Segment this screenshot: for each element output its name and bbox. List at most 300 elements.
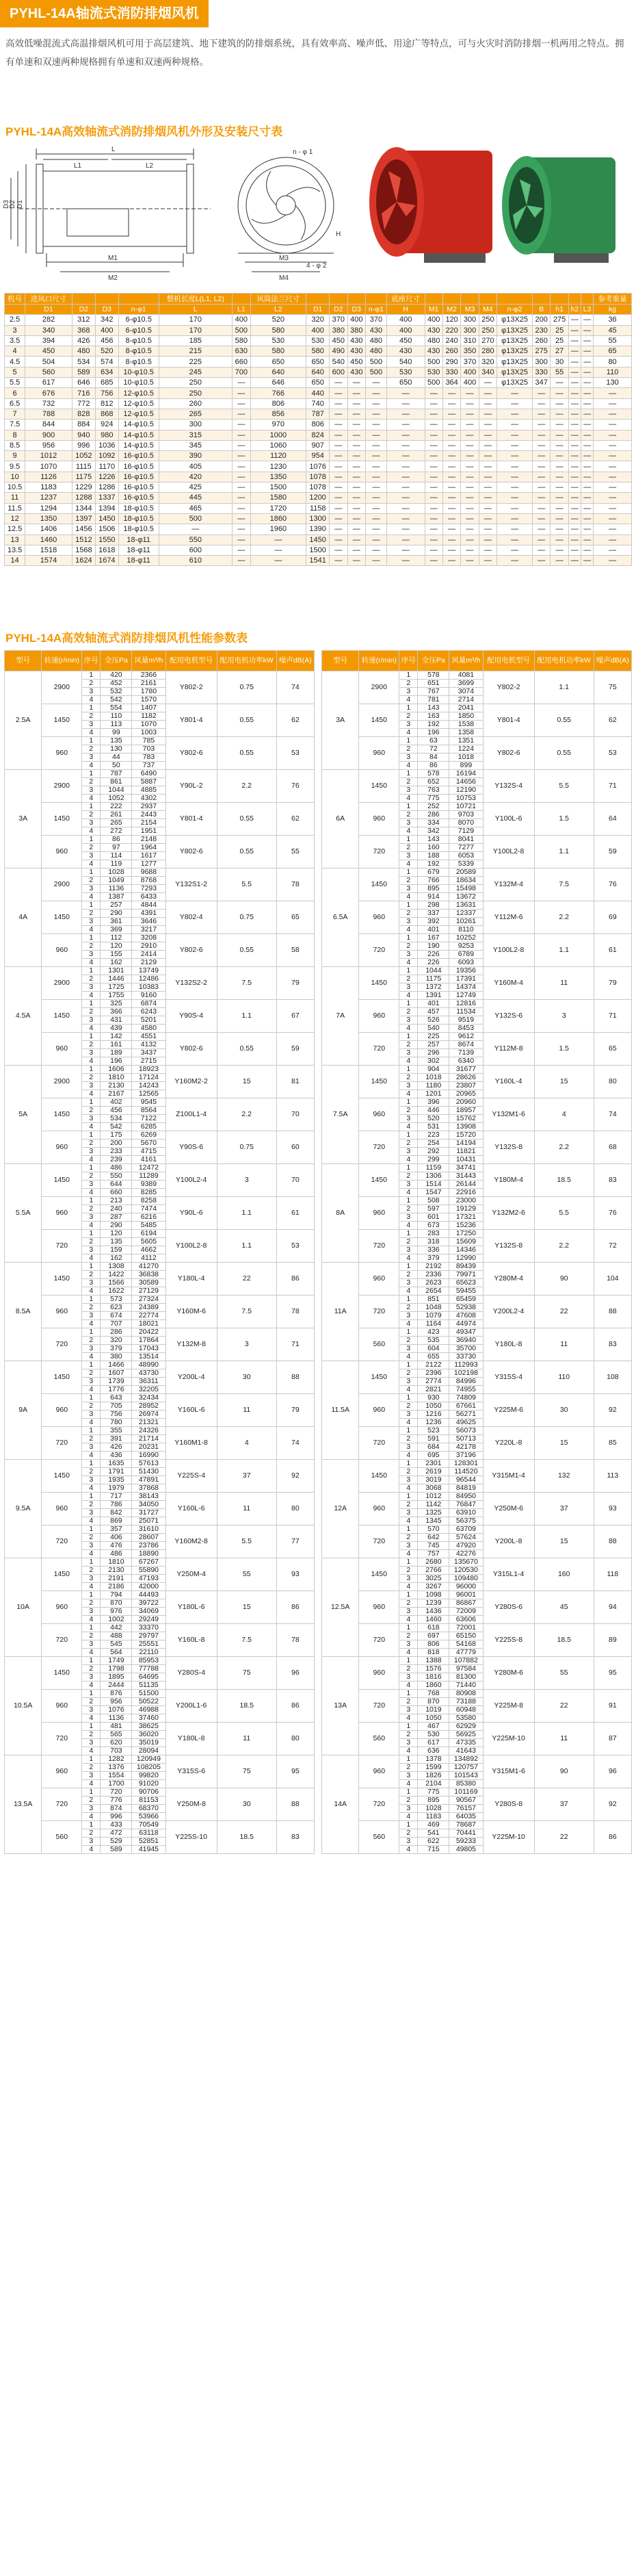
dim-cell: 320	[479, 357, 496, 367]
perf-no-cell: 2	[82, 680, 101, 688]
dim-cell: 1550	[95, 534, 118, 545]
perf-pressure-cell: 1388	[418, 1657, 449, 1665]
dim-cell: 300	[461, 315, 479, 325]
perf-no-cell: 1	[399, 1755, 418, 1764]
perf-pressure-cell: 1776	[101, 1386, 132, 1394]
perf-motor-cell: Y132M1-6	[483, 1098, 534, 1131]
perf-kw-cell: 45	[534, 1591, 594, 1624]
perf-pressure-cell: 715	[418, 1846, 449, 1854]
dim-cell: 772	[72, 398, 95, 409]
perf-volume-cell: 57613	[132, 1460, 165, 1468]
perf-no-cell: 3	[82, 1805, 101, 1813]
perf-kw-cell: 0.55	[217, 934, 276, 967]
perf-no-cell: 3	[399, 1115, 418, 1123]
perf-pressure-cell: 406	[101, 1534, 132, 1542]
perf-volume-cell: 8110	[449, 926, 483, 934]
dim-cell: 220	[442, 325, 460, 335]
perf-volume-cell: 6340	[449, 1057, 483, 1066]
perf-no-cell: 4	[82, 1484, 101, 1493]
dim-cell: 430	[425, 325, 442, 335]
dim-cell: —	[425, 524, 442, 534]
perf-pressure-cell: 379	[418, 1254, 449, 1263]
perf-pressure-cell: 192	[418, 860, 449, 868]
section-dimensions-title: PYHL-14A高效轴流式消防排烟风机外形及安装尺寸表	[5, 125, 283, 138]
perf-no-cell: 1	[82, 737, 101, 745]
dim-header-cell	[581, 294, 593, 305]
perf-motor-cell: Y225M-8	[483, 1690, 534, 1723]
dim-cell: —	[233, 534, 250, 545]
dim-cell: 868	[95, 409, 118, 419]
dim-cell: —	[568, 430, 581, 440]
dim-cell: 1512	[72, 534, 95, 545]
dim-header-cell: H	[386, 305, 425, 315]
perf-no-cell: 1	[82, 1164, 101, 1172]
perf-no-cell: 2	[82, 1632, 101, 1640]
dim-cell: 25	[551, 335, 568, 346]
perf-pressure-cell: 1810	[101, 1558, 132, 1567]
dim-cell: 740	[306, 398, 330, 409]
perf-motor-cell: Y180L-8	[483, 1328, 534, 1361]
perf-volume-cell: 33370	[132, 1624, 165, 1632]
perf-no-cell: 1	[82, 1394, 101, 1402]
perf-no-cell: 2	[82, 1599, 101, 1608]
perf-pressure-cell: 357	[101, 1525, 132, 1534]
perf-no-cell: 3	[82, 1049, 101, 1057]
perf-motor-cell: Y225S-8	[483, 1624, 534, 1657]
perf-no-cell: 1	[399, 1493, 418, 1501]
label-l1: L1	[74, 162, 82, 170]
perf-model-cell: 8A	[322, 1164, 359, 1263]
dim-cell: —	[479, 545, 496, 555]
perf-pressure-cell: 189	[101, 1049, 132, 1057]
dim-cell: —	[461, 534, 479, 545]
perf-no-cell: 4	[399, 1452, 418, 1460]
perf-noise-cell: 72	[594, 1230, 631, 1263]
perf-volume-cell: 18923	[132, 1066, 165, 1074]
dim-header-cell: 机号	[5, 294, 25, 305]
perf-pressure-cell: 1028	[418, 1805, 449, 1813]
perf-pressure-cell: 135	[101, 1238, 132, 1246]
perf-pressure-cell: 292	[418, 1148, 449, 1156]
dim-cell: —	[497, 440, 533, 450]
dim-header-cell	[118, 294, 159, 305]
perf-noise-cell: 92	[594, 1788, 631, 1821]
perf-pressure-cell: 290	[101, 910, 132, 918]
perf-noise-cell: 62	[276, 704, 314, 737]
perf-row	[5, 1361, 315, 1369]
dim-cell: —	[581, 357, 593, 367]
perf-volume-cell: 737	[132, 762, 165, 770]
dim-cell: —	[347, 430, 365, 440]
perf-volume-cell: 2937	[132, 803, 165, 811]
perf-no-cell: 4	[82, 926, 101, 934]
perf-no-cell: 3	[82, 1476, 101, 1484]
perf-pressure-cell: 188	[418, 852, 449, 860]
perf-volume-cell: 24326	[132, 1427, 165, 1435]
perf-pressure-cell: 1791	[101, 1468, 132, 1476]
perf-rpm-cell: 960	[42, 934, 82, 967]
dim-table-row	[5, 325, 632, 335]
perf-pressure-cell: 870	[418, 1698, 449, 1706]
perf-kw-cell: 4	[534, 1098, 594, 1131]
perf-kw-cell: 11	[534, 1723, 594, 1755]
perf-no-cell: 3	[82, 1148, 101, 1156]
perf-pressure-cell: 526	[418, 1016, 449, 1025]
perf-noise-cell: 61	[276, 1197, 314, 1230]
perf-noise-cell: 78	[276, 1296, 314, 1328]
dim-cell: —	[497, 556, 533, 566]
perf-no-cell: 3	[399, 852, 418, 860]
dim-cell: 14-φ10.5	[118, 430, 159, 440]
perf-volume-cell: 14243	[132, 1082, 165, 1090]
perf-pressure-cell: 2192	[418, 1263, 449, 1271]
dim-table-row	[5, 346, 632, 357]
perf-row	[5, 1591, 315, 1599]
dim-cell: 640	[306, 367, 330, 377]
dim-cell: 550	[159, 534, 233, 545]
perf-volume-cell: 52938	[449, 1304, 483, 1312]
dim-cell: —	[533, 545, 551, 555]
perf-no-cell: 3	[399, 1640, 418, 1649]
perf-motor-cell: Y225S-10	[165, 1821, 217, 1854]
perf-no-cell: 1	[82, 836, 101, 844]
perf-pressure-cell: 257	[418, 1041, 449, 1049]
perf-no-cell: 4	[399, 1320, 418, 1328]
perf-pressure-cell: 2654	[418, 1287, 449, 1296]
dim-cell: φ13X25	[497, 346, 533, 357]
dim-cell: —	[533, 451, 551, 461]
perf-volume-cell: 15236	[449, 1222, 483, 1230]
dim-cell: 1394	[95, 503, 118, 513]
dim-table-row	[5, 451, 632, 461]
dim-cell: —	[533, 420, 551, 430]
dim-cell: 456	[95, 335, 118, 346]
perf-kw-cell: 7.5	[534, 868, 594, 901]
dim-header-cell: 进风口尺寸	[25, 294, 72, 305]
perf-pressure-cell: 355	[101, 1427, 132, 1435]
perf-pressure-cell: 703	[101, 1747, 132, 1755]
perf-volume-cell: 12565	[132, 1090, 165, 1098]
perf-volume-cell: 24389	[132, 1304, 165, 1312]
perf-no-cell: 4	[82, 1846, 101, 1854]
dim-cell: —	[365, 451, 386, 461]
perf-pressure-cell: 423	[418, 1328, 449, 1337]
perf-pressure-cell: 874	[101, 1805, 132, 1813]
perf-motor-cell: Y802-6	[165, 1033, 217, 1066]
perf-volume-cell: 47335	[449, 1739, 483, 1747]
dim-cell: —	[581, 325, 593, 335]
dim-cell: —	[533, 482, 551, 493]
perf-volume-cell: 102198	[449, 1369, 483, 1378]
perf-noise-cell: 79	[276, 1394, 314, 1427]
perf-row	[322, 1197, 632, 1205]
perf-volume-cell: 76157	[449, 1805, 483, 1813]
perf-kw-cell: 37	[217, 1460, 276, 1493]
dim-cell: 405	[159, 461, 233, 472]
perf-kw-cell: 55	[534, 1657, 594, 1690]
perf-no-cell: 4	[399, 959, 418, 967]
dim-cell: —	[250, 545, 306, 555]
dim-cell: 1350	[250, 472, 306, 482]
perf-noise-cell: 80	[594, 1066, 631, 1098]
perf-motor-cell: Y100L2-8	[483, 836, 534, 868]
perf-no-cell: 3	[82, 852, 101, 860]
perf-pressure-cell: 535	[418, 1337, 449, 1345]
perf-row	[322, 1230, 632, 1238]
perf-no-cell: 3	[82, 1608, 101, 1616]
perf-noise-cell: 58	[276, 934, 314, 967]
dim-cell: —	[347, 513, 365, 524]
perf-no-cell: 1	[82, 1591, 101, 1599]
dim-cell: 425	[159, 482, 233, 493]
perf-row	[322, 671, 632, 680]
dim-cell: —	[365, 556, 386, 566]
perf-no-cell: 3	[82, 983, 101, 992]
perf-pressure-cell: 623	[101, 1304, 132, 1312]
perf-no-cell: 4	[399, 1583, 418, 1591]
perf-pressure-cell: 794	[101, 1591, 132, 1599]
dim-cell: 230	[533, 325, 551, 335]
perf-pressure-cell: 486	[101, 1164, 132, 1172]
dim-cell: 1568	[72, 545, 95, 555]
perf-pressure-cell: 842	[101, 1509, 132, 1517]
dim-cell: 368	[72, 325, 95, 335]
perf-row	[322, 1131, 632, 1139]
dim-cell: 12-φ10.5	[118, 398, 159, 409]
perf-header-cell: 全压Pa	[101, 651, 132, 671]
perf-no-cell: 4	[82, 860, 101, 868]
dim-cell: 589	[72, 367, 95, 377]
dim-cell: —	[533, 556, 551, 566]
perf-noise-cell: 92	[276, 1460, 314, 1493]
perf-pressure-cell: 1599	[418, 1764, 449, 1772]
perf-no-cell: 3	[399, 885, 418, 893]
dim-header-cell	[347, 294, 365, 305]
perf-volume-cell: 4302	[132, 795, 165, 803]
perf-volume-cell: 6874	[132, 1000, 165, 1008]
perf-volume-cell: 13672	[449, 893, 483, 901]
perf-header-cell: 型号	[5, 651, 42, 671]
dim-cell: —	[568, 398, 581, 409]
perf-rpm-cell: 720	[359, 1624, 399, 1657]
perf-motor-cell: Y200L1-6	[165, 1690, 217, 1723]
dim-cell: —	[461, 461, 479, 472]
perf-no-cell: 3	[399, 1608, 418, 1616]
dim-cell: 1288	[72, 493, 95, 503]
perf-volume-cell: 47608	[449, 1312, 483, 1320]
perf-volume-cell: 29249	[132, 1616, 165, 1624]
perf-pressure-cell: 542	[101, 696, 132, 704]
perf-no-cell: 2	[82, 1468, 101, 1476]
dim-cell: 1344	[72, 503, 95, 513]
dim-cell: 1286	[95, 482, 118, 493]
perf-no-cell: 2	[82, 1337, 101, 1345]
dim-table-row	[5, 388, 632, 398]
perf-rpm-cell: 2900	[42, 868, 82, 901]
dim-table-row	[5, 461, 632, 472]
perf-volume-cell: 49625	[449, 1419, 483, 1427]
perf-kw-cell: 1.1	[217, 1197, 276, 1230]
perf-volume-cell: 77788	[132, 1665, 165, 1673]
dim-cell: 1226	[95, 472, 118, 482]
perf-volume-cell: 42178	[449, 1443, 483, 1452]
dim-cell: 646	[72, 378, 95, 388]
dim-cell: —	[365, 398, 386, 409]
perf-volume-cell: 5605	[132, 1238, 165, 1246]
perf-pressure-cell: 3019	[418, 1476, 449, 1484]
dim-cell: 1450	[95, 513, 118, 524]
dim-cell: —	[425, 472, 442, 482]
perf-kw-cell: 1.1	[534, 836, 594, 868]
perf-volume-cell: 28626	[449, 1074, 483, 1082]
perf-pressure-cell: 1044	[101, 786, 132, 795]
perf-pressure-cell: 225	[418, 1033, 449, 1041]
perf-model-cell: 3A	[5, 770, 42, 868]
dim-cell: 8	[5, 430, 25, 440]
dim-cell: —	[479, 409, 496, 419]
perf-noise-cell: 55	[276, 836, 314, 868]
perf-volume-cell: 11289	[132, 1172, 165, 1181]
perf-pressure-cell: 99	[101, 729, 132, 737]
dim-cell: 534	[72, 357, 95, 367]
dim-header-cell: M4	[479, 305, 496, 315]
perf-no-cell: 2	[82, 1567, 101, 1575]
dim-cell: 370	[461, 357, 479, 367]
dim-cell: —	[581, 534, 593, 545]
dim-header-cell: h2	[568, 305, 581, 315]
perf-volume-cell: 96000	[449, 1583, 483, 1591]
dim-cell: —	[461, 493, 479, 503]
perf-volume-cell: 21321	[132, 1419, 165, 1427]
dim-cell: —	[425, 503, 442, 513]
dim-cell: —	[568, 367, 581, 377]
dim-cell: 350	[461, 346, 479, 357]
dim-cell: 315	[159, 430, 233, 440]
perf-row	[322, 1624, 632, 1632]
dim-cell: —	[461, 556, 479, 566]
perf-no-cell: 1	[399, 1591, 418, 1599]
perf-rpm-cell: 960	[359, 1197, 399, 1230]
perf-kw-cell: 1.5	[534, 1033, 594, 1066]
dim-cell: —	[233, 556, 250, 566]
dim-header-cell	[95, 294, 118, 305]
perf-volume-cell: 109480	[449, 1575, 483, 1583]
perf-kw-cell: 15	[534, 1066, 594, 1098]
dim-cell: 110	[594, 367, 632, 377]
perf-noise-cell: 87	[594, 1723, 631, 1755]
perf-volume-cell: 38143	[132, 1493, 165, 1501]
perf-volume-cell: 112993	[449, 1361, 483, 1369]
perf-no-cell: 1	[399, 1197, 418, 1205]
perf-pressure-cell: 257	[101, 901, 132, 910]
perf-pressure-cell: 589	[101, 1846, 132, 1854]
perf-no-cell: 2	[399, 844, 418, 852]
dim-table-row	[5, 524, 632, 534]
dim-cell: 1175	[72, 472, 95, 482]
dim-cell: 646	[250, 378, 306, 388]
dim-cell: 282	[25, 315, 72, 325]
perf-no-cell: 3	[82, 721, 101, 729]
dim-cell: —	[594, 534, 632, 545]
perf-rpm-cell: 1450	[42, 1558, 82, 1591]
dim-cell: 787	[306, 409, 330, 419]
dim-cell: 1126	[25, 472, 72, 482]
perf-pressure-cell: 2301	[418, 1460, 449, 1468]
perf-no-cell: 2	[399, 1632, 418, 1640]
dim-cell: —	[365, 493, 386, 503]
perf-pressure-cell: 1079	[418, 1312, 449, 1320]
perf-no-cell: 1	[82, 1821, 101, 1829]
perf-no-cell: 3	[82, 819, 101, 827]
perf-rpm-cell: 720	[359, 1131, 399, 1164]
dim-cell: —	[581, 545, 593, 555]
perf-kw-cell: 0.55	[217, 1033, 276, 1066]
front-view-circle	[238, 157, 334, 253]
perf-no-cell: 1	[82, 1361, 101, 1369]
perf-pressure-cell: 1514	[418, 1181, 449, 1189]
perf-volume-cell: 7139	[449, 1049, 483, 1057]
perf-pressure-cell: 446	[418, 1107, 449, 1115]
dim-cell: —	[479, 493, 496, 503]
perf-motor-cell: Y315M1-4	[483, 1460, 534, 1493]
dim-cell: 480	[365, 335, 386, 346]
perf-pressure-cell: 660	[101, 1189, 132, 1197]
perf-volume-cell: 7129	[449, 827, 483, 836]
dim-cell: —	[594, 461, 632, 472]
dim-cell: —	[497, 430, 533, 440]
perf-pressure-cell: 1607	[101, 1369, 132, 1378]
perf-noise-cell: 76	[276, 770, 314, 803]
perf-pressure-cell: 3267	[418, 1583, 449, 1591]
dim-cell: —	[497, 472, 533, 482]
perf-volume-cell: 10252	[449, 934, 483, 942]
perf-motor-cell: Y160L-6	[165, 1394, 217, 1427]
perf-pressure-cell: 644	[101, 1181, 132, 1189]
perf-volume-cell: 13749	[132, 967, 165, 975]
perf-no-cell: 1	[399, 1427, 418, 1435]
perf-volume-cell: 128301	[449, 1460, 483, 1468]
perf-no-cell: 2	[82, 1534, 101, 1542]
dim-cell: 25	[551, 325, 568, 335]
perf-row	[5, 1000, 315, 1008]
dim-cell: 6.5	[5, 398, 25, 409]
perf-row	[5, 1723, 315, 1731]
dim-cell: —	[365, 420, 386, 430]
perf-kw-cell: 11	[534, 1328, 594, 1361]
dim-cell: —	[425, 430, 442, 440]
dim-cell: 10	[5, 472, 25, 482]
dim-cell: 5	[5, 367, 25, 377]
perf-noise-cell: 61	[594, 934, 631, 967]
dim-cell: —	[479, 482, 496, 493]
dim-cell: 380	[330, 325, 347, 335]
dim-cell: 580	[250, 325, 306, 335]
dim-cell: 270	[479, 335, 496, 346]
dim-cell: 1115	[72, 461, 95, 472]
perf-no-cell: 3	[82, 1345, 101, 1353]
perf-pressure-cell: 44	[101, 754, 132, 762]
perf-row	[5, 1690, 315, 1698]
perf-rpm-cell: 1450	[42, 803, 82, 836]
dim-cell: 3	[5, 325, 25, 335]
dim-cell: —	[581, 346, 593, 357]
perf-no-cell: 2	[399, 910, 418, 918]
perf-model-cell: 11A	[322, 1263, 359, 1361]
perf-model-cell: 5.5A	[5, 1164, 42, 1263]
perf-volume-cell: 23786	[132, 1542, 165, 1550]
perf-kw-cell: 55	[217, 1558, 276, 1591]
dim-cell: 170	[159, 315, 233, 325]
